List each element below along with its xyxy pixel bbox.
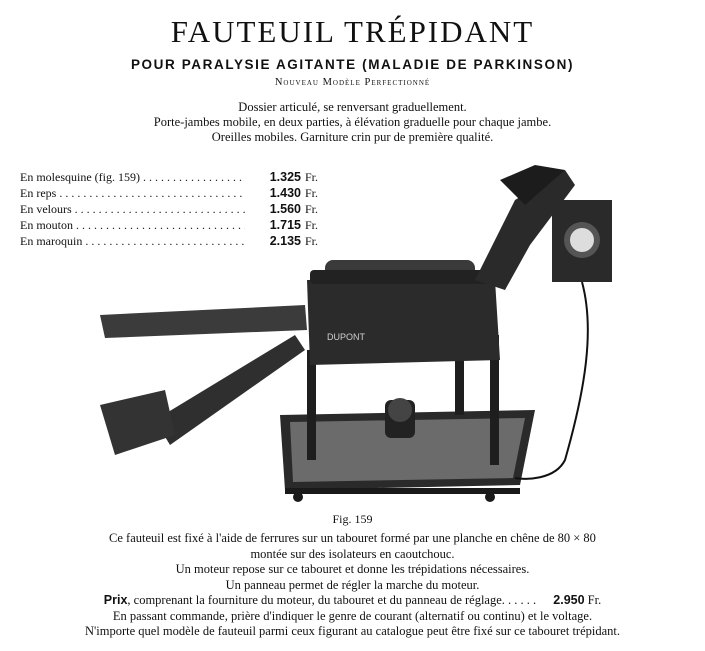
description-line: Porte-jambes mobile, en deux parties, à élévation graduelle pour chaque jambe. (153, 115, 552, 129)
body-text-block (0, 531, 705, 640)
price-label: En reps . . . (20, 185, 245, 201)
price-label: En molesquine (fig. 159) . . . (20, 169, 245, 185)
description-block (0, 100, 705, 145)
price-amount: 1.715 (269, 218, 301, 232)
model-note: Nouveau Modèle Perfectionné (274, 77, 431, 88)
prix-text: , comprenant la fourniture du moteur, du tabouret et du panneau de réglage. . . . . . (127, 593, 537, 607)
body-line: Ce fauteuil est fixé à l'aide de ferrures sur un tabouret formé par une planche en chêne de 80 × 80 (109, 531, 596, 545)
body-line: montée sur des isolateurs en caoutchouc. (250, 546, 455, 561)
price-currency: Fr. (305, 170, 319, 184)
prix-currency: Fr. (587, 593, 602, 607)
prix-amount: 2.950 (553, 593, 585, 607)
footer-line: En passant commande, prière d'indiquer le genre de courant (alternatif ou continu) et le voltage. (112, 608, 593, 623)
price-amount: 2.135 (269, 234, 301, 248)
price-currency: Fr. (305, 202, 319, 216)
total-price-line (0, 593, 705, 609)
price-currency: Fr. (305, 186, 319, 200)
description-line: Dossier articulé, se renversant graduellement. (238, 100, 467, 114)
page-subtitle: POUR PARALYSIE AGITANTE (MALADIE DE PARKINSON) (130, 57, 575, 72)
price-amount: 1.325 (269, 170, 301, 184)
body-line: Un moteur repose sur ce tabouret et donne les trépidations nécessaires. (175, 562, 530, 576)
price-label: En mouton . . . (20, 217, 245, 233)
chair-illustration (95, 160, 625, 505)
footer-line: N'importe quel modèle de fauteuil parmi ceux figurant au catalogue peut être fixé sur ce tabouret trépidant. (84, 624, 621, 638)
price-amount: 1.430 (269, 186, 301, 200)
price-label: En maroquin . . . (20, 233, 245, 249)
maker-label: DUPONT (327, 332, 365, 342)
prix-label: Prix (103, 593, 128, 607)
body-line: Un panneau permet de régler la marche du moteur. (225, 577, 480, 592)
description-line: Oreilles mobiles. Garniture crin pur de première qualité. (211, 130, 494, 144)
price-currency: Fr. (305, 234, 319, 248)
price-currency: Fr. (305, 218, 319, 232)
price-label: En velours . . . (20, 201, 245, 217)
figure-caption: Fig. 159 (332, 512, 373, 526)
price-amount: 1.560 (269, 202, 301, 216)
page-title: FAUTEUIL TRÉPIDANT (170, 14, 535, 49)
